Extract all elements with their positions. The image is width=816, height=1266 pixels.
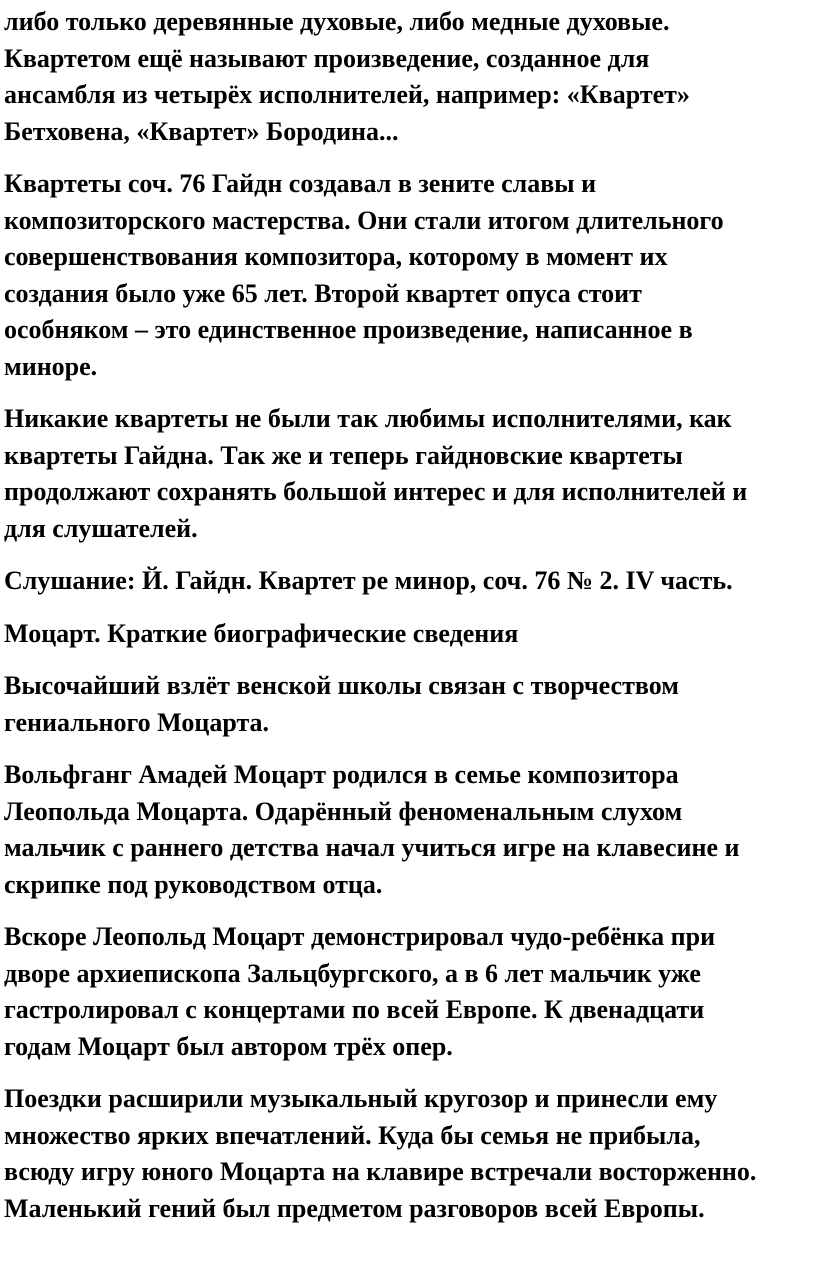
text-line: либо только деревянные духовые, либо медные духовые. <box>4 7 670 36</box>
paragraph-9 <box>4 1081 812 1227</box>
text-line: совершенствования композитора, которому в момент их <box>4 242 668 271</box>
text-line: композиторского мастерства. Они стали итогом длительного <box>4 205 724 235</box>
text-line: для слушателей. <box>4 513 198 543</box>
text-line: особняком – это единственное произведение, написанное в <box>4 315 693 344</box>
text-line: Квартеты соч. 76 Гайдн создавал в зените славы и <box>4 169 597 198</box>
text-line: создания было уже 65 лет. Второй квартет опуса стоит <box>4 278 642 308</box>
text-line: миноре. <box>4 351 98 381</box>
listening-note <box>4 563 812 600</box>
text-line: Квартетом ещё называют произведение, созданное для <box>4 43 650 73</box>
paragraph-2 <box>4 166 812 385</box>
paragraph-6 <box>4 668 812 741</box>
paragraph-8 <box>4 919 812 1065</box>
text-line: Слушание: Й. Гайдн. Квартет ре минор, соч. 76 № 2. IV часть. <box>4 566 733 595</box>
text-line: Вскоре Леопольд Моцарт демонстрировал чудо-ребёнка при <box>4 922 716 951</box>
text-line: дворе архиепископа Зальцбургского, а в 6 лет мальчик уже <box>4 958 701 988</box>
text-line: ансамбля из четырёх исполнителей, например: «Квартет» <box>4 80 690 109</box>
paragraph-1 <box>4 4 812 150</box>
paragraph-7 <box>4 757 812 903</box>
text-line: Поездки расширили музыкальный кругозор и принесли ему <box>4 1084 718 1113</box>
text-line: Никакие квартеты не были так любимы исполнителями, как <box>4 404 732 433</box>
document-page <box>4 4 812 1243</box>
text-line: множество ярких впечатлений. Куда бы семья не прибыла, <box>4 1120 701 1150</box>
paragraph-3 <box>4 401 812 547</box>
text-line: гениального Моцарта. <box>4 707 270 737</box>
section-heading <box>4 616 812 653</box>
text-line: Моцарт. Краткие биографические сведения <box>4 618 519 648</box>
text-line: всюду игру юного Моцарта на клавире встречали восторженно. <box>4 1157 757 1186</box>
text-line: Бетховена, «Квартет» Бородина... <box>4 116 399 146</box>
text-line: продолжают сохранять большой интерес и для исполнителей и <box>4 477 748 506</box>
text-line: Вольфганг Амадей Моцарт родился в семье композитора <box>4 760 679 789</box>
text-line: Леопольда Моцарта. Одарённый феноменальным слухом <box>4 796 683 826</box>
text-line: гастролировал с концертами по всей Европе. К двенадцати <box>4 995 705 1024</box>
text-line: Маленький гений был предметом разговоров всей Европы. <box>4 1193 705 1223</box>
text-line: Высочайший взлёт венской школы связан с творчеством <box>4 671 679 700</box>
text-line: годам Моцарт был автором трёх опер. <box>4 1031 453 1061</box>
text-line: мальчик с раннего детства начал учиться игре на клавесине и <box>4 833 740 862</box>
text-line: квартеты Гайдна. Так же и теперь гайдновские квартеты <box>4 440 683 470</box>
text-line: скрипке под руководством отца. <box>4 869 383 899</box>
